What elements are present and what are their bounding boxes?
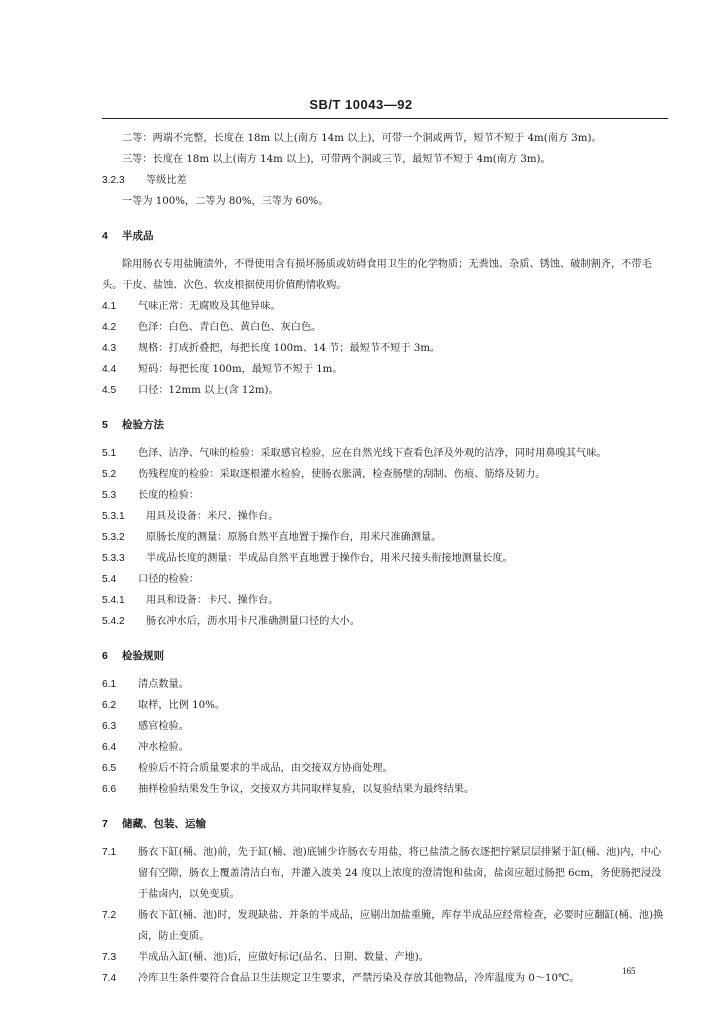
header-rule bbox=[102, 118, 668, 119]
clause-4-2 bbox=[102, 317, 668, 338]
clause-text: 冷库卫生条件要符合食品卫生法规定卫生要求，严禁污染及存放其他物品，冷库温度为 0～10℃。 bbox=[138, 973, 580, 984]
page-number: 165 bbox=[622, 966, 636, 976]
section-heading-6 bbox=[102, 646, 668, 666]
grade-ratio-paragraph: 一等为 100%，二等为 80%，三等为 60%。 bbox=[122, 196, 329, 207]
clause-text: 气味正常：无腐败及其他异味。 bbox=[138, 301, 281, 312]
clause-6-6 bbox=[102, 779, 668, 800]
clause-number: 5.4.2 bbox=[102, 616, 125, 627]
clause-number: 6.4 bbox=[102, 742, 117, 753]
clause-number: 5.1 bbox=[102, 448, 117, 459]
clause-5-4 bbox=[102, 569, 668, 590]
section-number: 6 bbox=[102, 650, 108, 662]
clause-text: 肠衣冲水后，沥水用卡尺准确测量口径的大小。 bbox=[146, 616, 360, 627]
section-title: 半成品 bbox=[122, 230, 154, 242]
clause-5-3 bbox=[102, 485, 668, 506]
clause-number: 5.4 bbox=[102, 574, 117, 585]
section-title: 检验方法 bbox=[122, 419, 164, 431]
grade-two-paragraph: 二等：两端不完整，长度在 18m 以上(南方 14m 以上)，可带一个洞或两节，短节不短于 4m(南方 3m)。 bbox=[122, 133, 602, 144]
clause-number: 5.3.1 bbox=[102, 511, 125, 522]
clause-text: 检验后不符合质量要求的半成品，由交接双方协商处理。 bbox=[138, 763, 393, 774]
section-heading-4 bbox=[102, 226, 668, 246]
clause-text: 半成品长度的测量：半成品自然平直地置于操作台，用米尺接头衔接地测量长度。 bbox=[146, 553, 513, 564]
clause-4-1 bbox=[102, 296, 668, 317]
clause-text: 色泽：白色、青白色、黄白色、灰白色。 bbox=[138, 322, 322, 333]
clause-number: 6.6 bbox=[102, 784, 117, 795]
clause-text: 清点数量。 bbox=[138, 679, 189, 690]
clause-number: 3.2.3 bbox=[102, 175, 125, 186]
clause-text: 感官检验。 bbox=[138, 721, 189, 732]
clause-text: 口径：12mm 以上(含 12m)。 bbox=[138, 385, 279, 396]
clause-text: 规格：打成折叠把，每把长度 100m、14 节；最短节不短于 3m。 bbox=[138, 343, 441, 354]
clause-5-3-3 bbox=[102, 548, 668, 569]
section-number: 4 bbox=[102, 230, 108, 242]
clause-5-4-2 bbox=[102, 611, 668, 632]
clause-number: 6.5 bbox=[102, 763, 117, 774]
clause-text: 肠衣下缸(桶、池)时，发现缺盐、并条的半成品，应剔出加盐重腌，库存半成品应经常检查，必要时应翻缸(桶、池)换卤，防止变质。 bbox=[138, 910, 664, 942]
clause-number: 6.1 bbox=[102, 679, 117, 690]
section-title: 储藏、包装、运输 bbox=[122, 818, 206, 830]
clause-number: 5.4.1 bbox=[102, 595, 125, 606]
clause-text: 冲水检验。 bbox=[138, 742, 189, 753]
clause-number: 4.2 bbox=[102, 322, 117, 333]
clause-number: 4.5 bbox=[102, 385, 117, 396]
clause-number: 5.3.3 bbox=[102, 553, 125, 564]
clause-7-4 bbox=[102, 968, 668, 989]
clause-text: 短码：每把长度 100m，最短节不短于 1m。 bbox=[138, 364, 343, 375]
clause-text: 原肠长度的测量：原肠自然平直地置于操作台，用米尺准确测量。 bbox=[146, 532, 442, 543]
clause-text: 色泽、洁净、气味的检验：采取感官检验，应在自然光线下查看色泽及外观的洁净，同时用鼻嗅其气味。 bbox=[138, 448, 607, 459]
section-number: 7 bbox=[102, 818, 108, 830]
grade-three-paragraph: 三等：长度在 18m 以上(南方 14m 以上)，可带两个洞或三节，最短节不短于 4m(南方 3m)。 bbox=[122, 154, 551, 165]
clause-6-2 bbox=[102, 695, 668, 716]
clause-4-3 bbox=[102, 338, 668, 359]
standard-code-header: SB/T 10043—92 bbox=[309, 97, 413, 112]
clause-5-3-1 bbox=[102, 506, 668, 527]
clause-number: 7.1 bbox=[102, 847, 117, 858]
clause-text: 口径的检验： bbox=[138, 574, 200, 585]
clause-4-4 bbox=[102, 359, 668, 380]
semi-finished-paragraph: 除用肠衣专用盐腌渍外，不得使用含有损坏肠质或妨碍食用卫生的化学物质；无粪蚀、杂质、锈蚀、破制割齐，不带毛头。干皮、盐蚀、次色、软皮根据使用价值酌情收购。 bbox=[102, 259, 652, 291]
clause-5-2 bbox=[102, 464, 668, 485]
clause-7-3 bbox=[102, 947, 668, 968]
clause-4-5 bbox=[102, 380, 668, 401]
section-heading-5 bbox=[102, 415, 668, 435]
clause-5-3-2 bbox=[102, 527, 668, 548]
clause-6-5 bbox=[102, 758, 668, 779]
clause-5-4-1 bbox=[102, 590, 668, 611]
clause-number: 6.3 bbox=[102, 721, 117, 732]
clause-number: 4.4 bbox=[102, 364, 117, 375]
clause-number: 6.2 bbox=[102, 700, 117, 711]
clause-number: 7.4 bbox=[102, 973, 117, 984]
clause-text: 半成品入缸(桶、池)后，应做好标记(品名、日期、数量、产地)。 bbox=[138, 952, 429, 963]
clause-number: 5.3 bbox=[102, 490, 117, 501]
clause-7-2 bbox=[102, 905, 668, 947]
clause-number: 5.3.2 bbox=[102, 532, 125, 543]
page-content bbox=[102, 128, 668, 989]
section-title: 检验规则 bbox=[122, 650, 164, 662]
clause-text: 用具及设备：米尺、操作台。 bbox=[146, 511, 279, 522]
clause-number: 7.3 bbox=[102, 952, 117, 963]
clause-7-1 bbox=[102, 842, 668, 905]
clause-text: 伤残程度的检验：采取逐根灌水检验，使肠衣胀满，检查肠壁的刮制、伤痕、筋络及韧力。 bbox=[138, 469, 546, 480]
clause-number: 4.1 bbox=[102, 301, 117, 312]
clause-number: 5.2 bbox=[102, 469, 117, 480]
clause-3-2-3 bbox=[102, 170, 668, 191]
clause-title: 等级比差 bbox=[146, 175, 187, 186]
clause-text: 用具和设备：卡尺、操作台。 bbox=[146, 595, 279, 606]
section-heading-7 bbox=[102, 814, 668, 834]
clause-6-4 bbox=[102, 737, 668, 758]
section-number: 5 bbox=[102, 419, 108, 431]
clause-text: 肠衣下缸(桶、池)前，先于缸(桶、池)底铺少许肠衣专用盐，将已盐渍之肠衣逐把拧紧层层排紧于缸(桶、池)内，中心留有空隙，肠衣上覆盖清洁白布，并灌入波美 24 度以上浓度的澄清饱和盐卤，盐卤应超过肠把 6cm，务使肠把浸没于盐卤内，以免变质。 bbox=[138, 847, 662, 900]
clause-5-1 bbox=[102, 443, 668, 464]
clause-number: 4.3 bbox=[102, 343, 117, 354]
clause-6-1 bbox=[102, 674, 668, 695]
clause-6-3 bbox=[102, 716, 668, 737]
clause-number: 7.2 bbox=[102, 910, 117, 921]
clause-text: 抽样检验结果发生争议，交接双方共同取样复验，以复验结果为最终结果。 bbox=[138, 784, 475, 795]
clause-text: 长度的检验： bbox=[138, 490, 200, 501]
clause-text: 取样，比例 10%。 bbox=[138, 700, 226, 711]
